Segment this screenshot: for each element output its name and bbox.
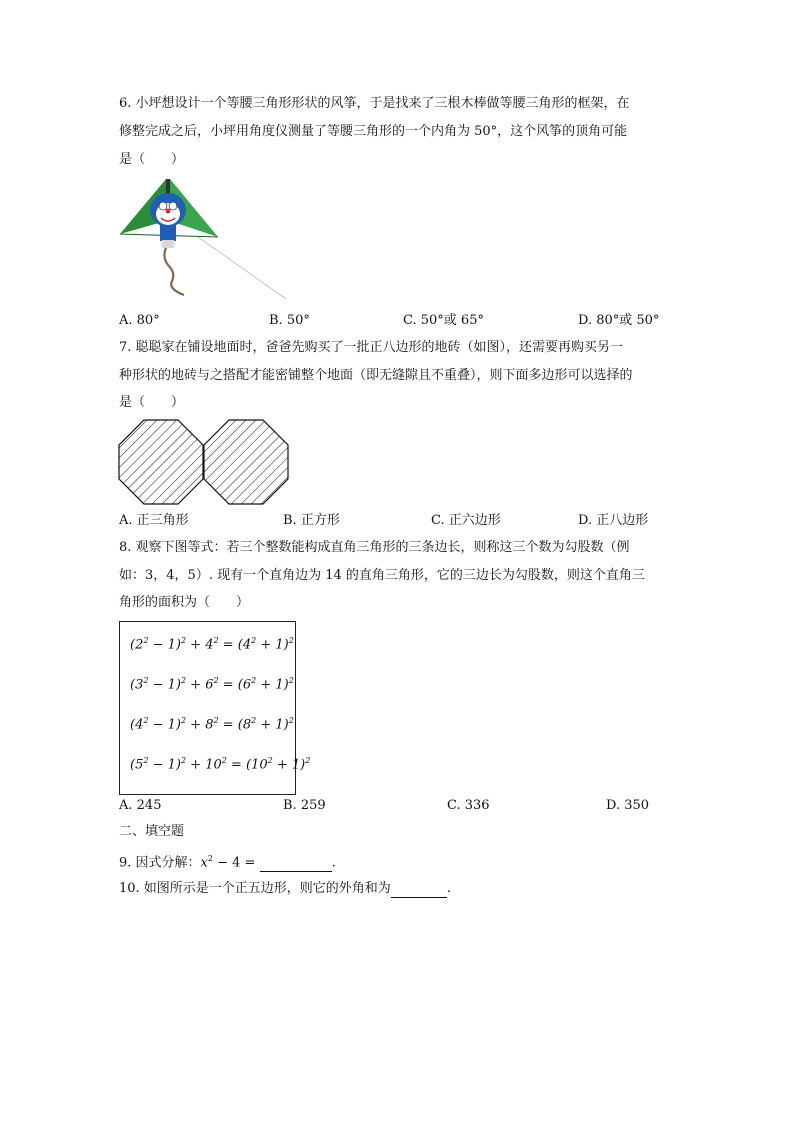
q9-variable: x bbox=[200, 855, 208, 871]
q6-option-d: D. 80°或 50° bbox=[578, 313, 660, 328]
q9-line: 9. 因式分解：$x^2 - 4$ = . bbox=[119, 854, 336, 871]
q7-option-a: A. 正三角形 bbox=[119, 513, 189, 528]
kite-image bbox=[118, 177, 293, 302]
q8-option-c: C. 336 bbox=[447, 798, 490, 813]
octagon-tiles-figure bbox=[118, 419, 292, 505]
q6-line-2: 修整完成之后，小坪用角度仪测量了等腰三角形的一个内角为 50°，这个风筝的顶角可能 bbox=[119, 124, 628, 139]
q8-line-3: 角形的面积为（ ） bbox=[119, 595, 250, 610]
q8-option-b: B. 259 bbox=[283, 798, 326, 813]
q7-line-2: 种形状的地砖与之搭配才能密铺整个地面（即无缝隙且不重叠），则下面多边形可以选择的 bbox=[119, 368, 633, 383]
q6-option-c: C. 50°或 65° bbox=[403, 313, 484, 328]
q10-suffix: . bbox=[446, 881, 451, 896]
q8-line-1: 8. 观察下图等式：若三个整数能构成直角三角形的三条边长，则称这三个数为勾股数（例 bbox=[119, 540, 630, 555]
formula-row: $(5^2 - 1)^2 + 10^2 = (10^2 + 1)^2$ bbox=[130, 756, 311, 773]
q9-prefix: 9. 因式分解： bbox=[119, 855, 201, 871]
q8-option-d: D. 350 bbox=[606, 798, 650, 813]
formula-row: $(3^2 - 1)^2 + 6^2 = (6^2 + 1)^2$ bbox=[130, 676, 294, 693]
q10-text: 10. 如图所示是一个正五边形，则它的外角和为 bbox=[119, 881, 391, 896]
q6-option-b: B. 50° bbox=[269, 313, 310, 328]
q7-option-d: D. 正八边形 bbox=[578, 513, 649, 528]
q9-answer-blank[interactable] bbox=[260, 857, 332, 872]
formula-row: $(2^2 - 1)^2 + 4^2 = (4^2 + 1)^2$ bbox=[130, 636, 294, 653]
q6-line-1: 6. 小坪想设计一个等腰三角形形状的风筝，于是找来了三根木棒做等腰三角形的框架，在 bbox=[119, 96, 630, 111]
q6-line-3: 是（ ） bbox=[119, 152, 185, 167]
q9-expression: − 4 = bbox=[212, 855, 256, 871]
formula-row: $(4^2 - 1)^2 + 8^2 = (8^2 + 1)^2$ bbox=[130, 716, 294, 733]
q6-option-a: A. 80° bbox=[119, 313, 160, 328]
q7-line-1: 7. 聪聪家在铺设地面时，爸爸先购买了一批正八边形的地砖（如图），还需要再购买另一 bbox=[119, 340, 624, 355]
formula-box bbox=[119, 621, 311, 795]
q10-line bbox=[119, 880, 451, 898]
q10-answer-blank[interactable] bbox=[391, 883, 447, 898]
q7-option-c: C. 正六边形 bbox=[431, 513, 501, 528]
section-heading: 二、填空题 bbox=[119, 824, 185, 839]
q9-suffix: . bbox=[331, 855, 336, 871]
q8-option-a: A. 245 bbox=[119, 798, 162, 813]
q7-line-3: 是（ ） bbox=[119, 395, 185, 410]
q7-option-b: B. 正方形 bbox=[283, 513, 340, 528]
q8-line-2: 如：3，4，5）. 现有一个直角边为 14 的直角三角形，它的三边长为勾股数，则这个直角三 bbox=[119, 568, 645, 583]
